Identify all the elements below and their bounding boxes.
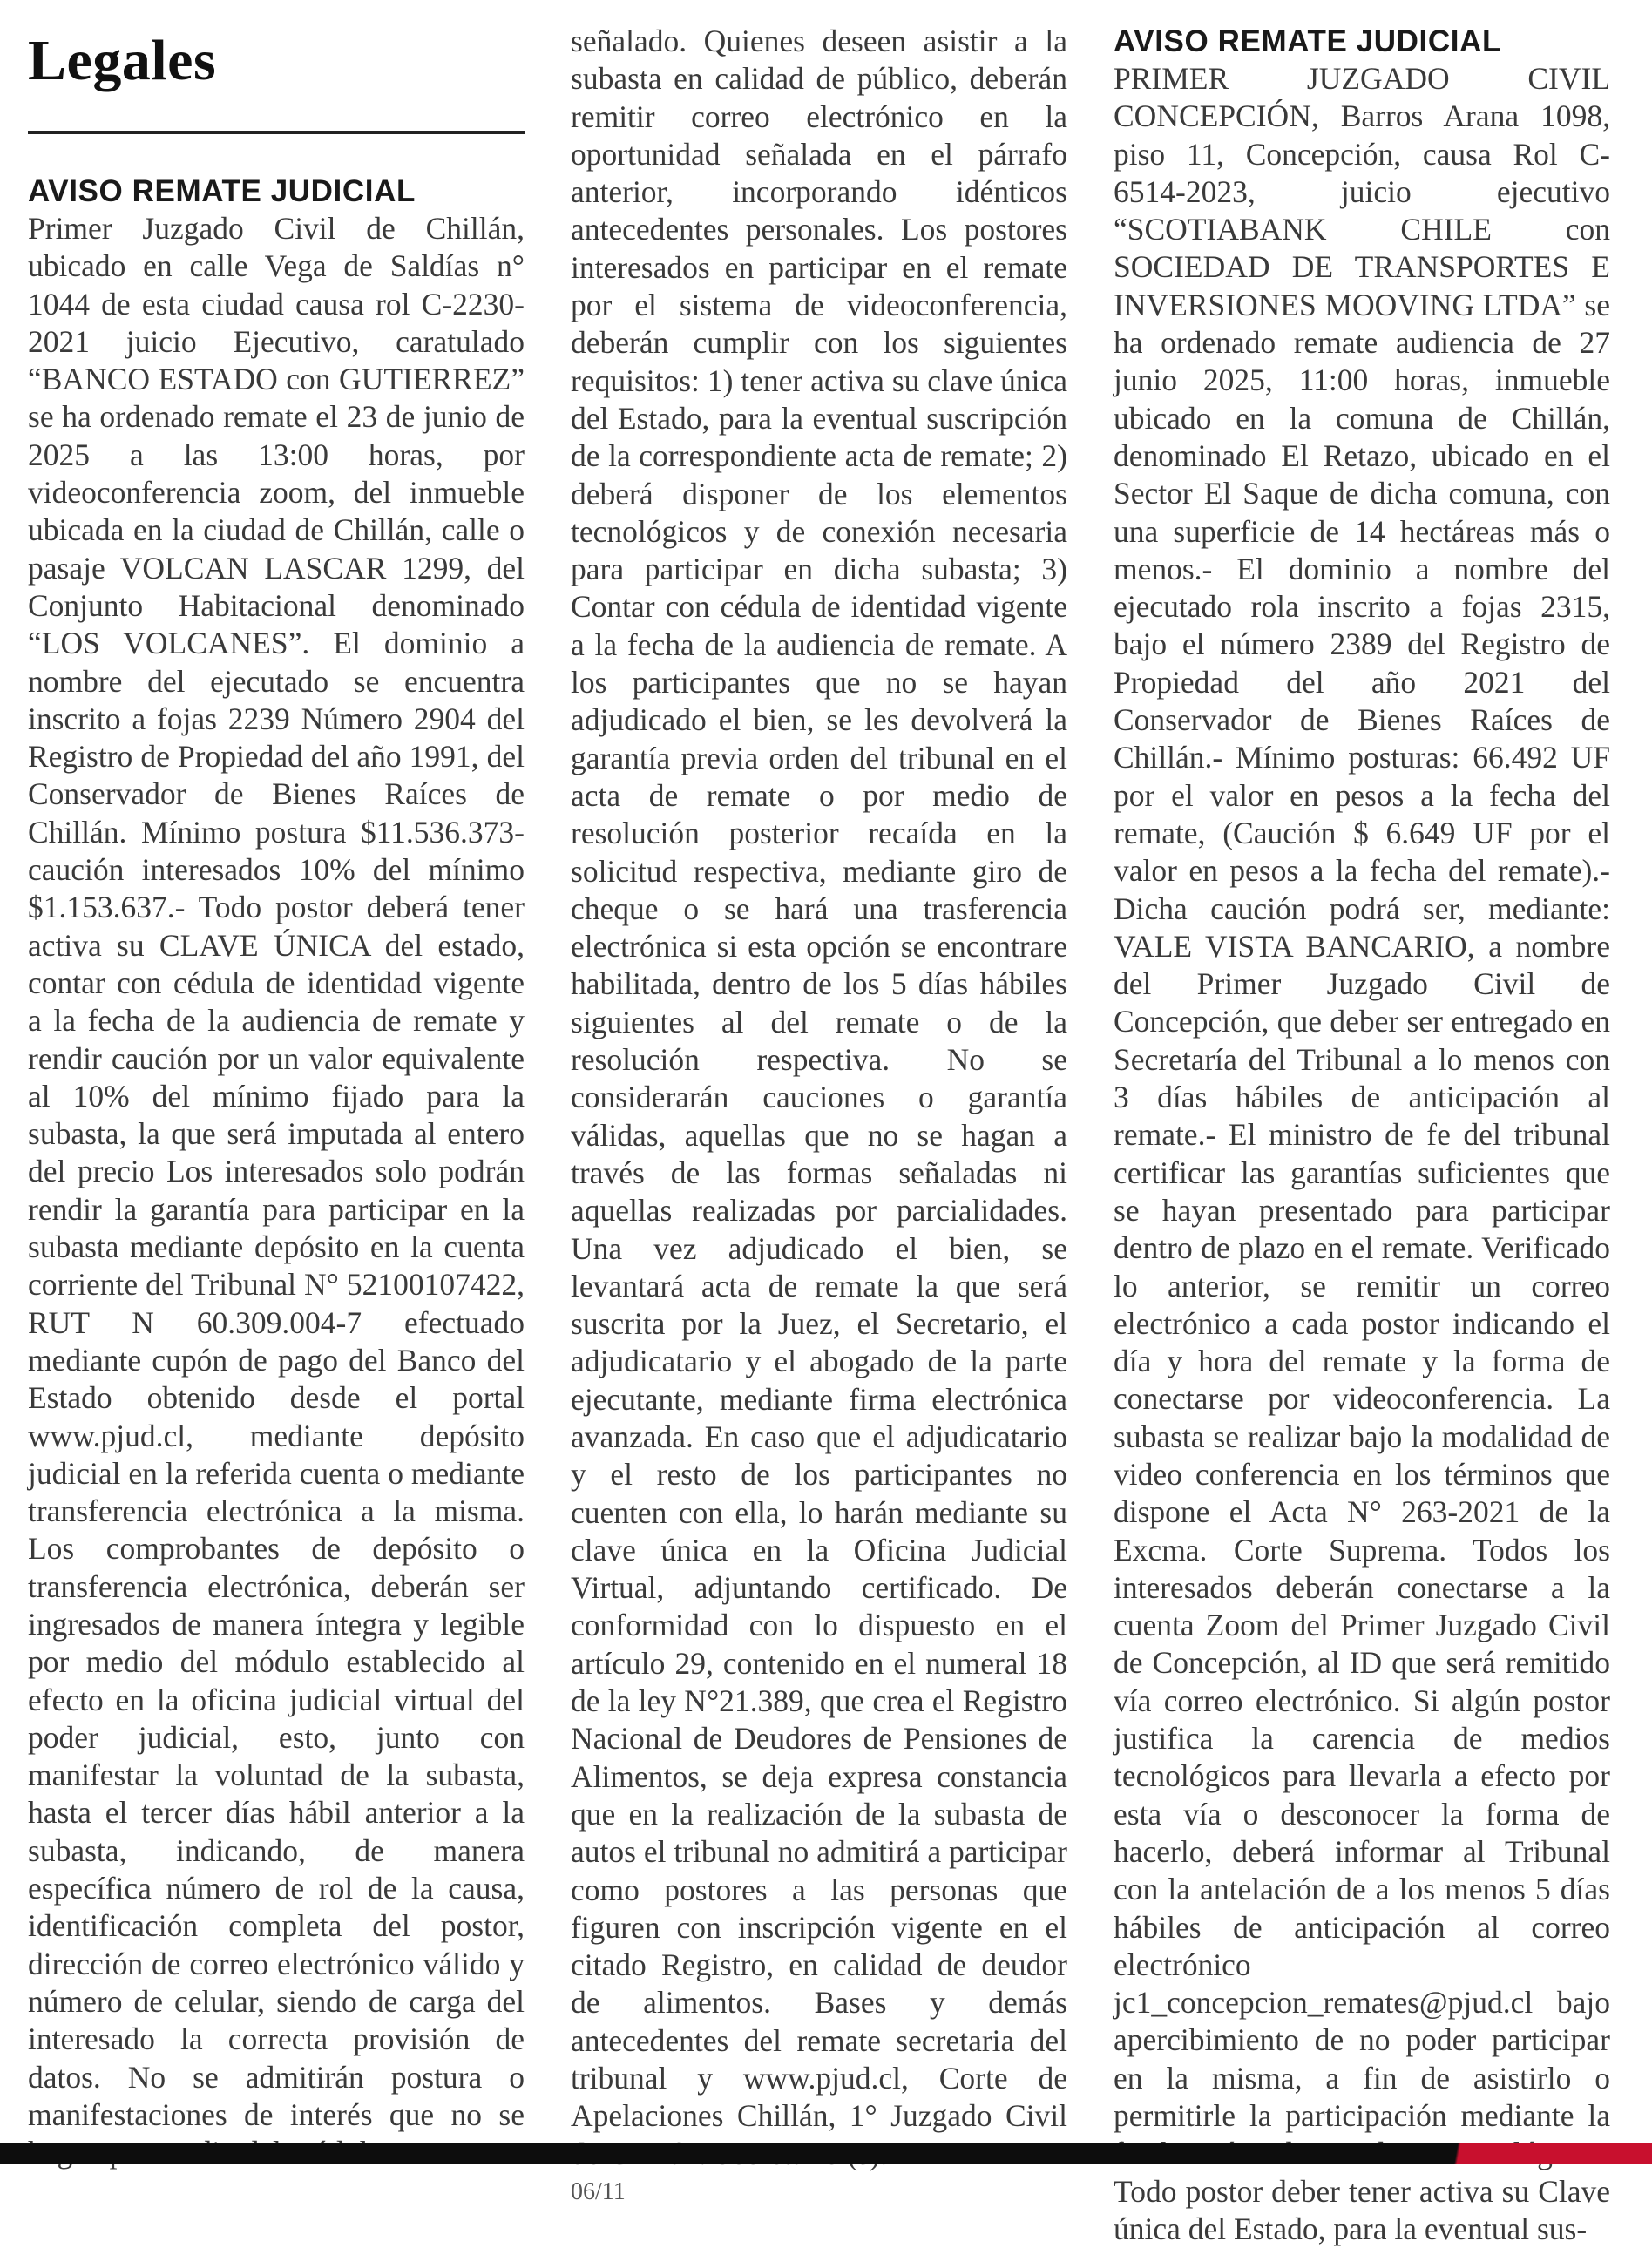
notice-1-date: 06/11: [571, 2177, 626, 2205]
section-divider: [28, 131, 525, 134]
footer-accent: [1373, 2143, 1652, 2164]
notice-1-heading: AVISO REMATE JUDICIAL: [28, 174, 416, 208]
column-2: [571, 23, 1067, 2210]
notice-1-text: Primer Juzgado Civil de Chillán, ubicado en calle Vega de Saldías n° 1044 de esta ciudad causa rol C-2230-2021 juicio Ejecutivo, caratulado “BANCO ESTADO con GUTIERREZ” se ha ordenado remate el 23 de junio de 2025 a las 13:00 horas, por videoconferencia zoom, del inmueble ubicada en la ciudad de Chillán, calle o pasaje VOLCAN LASCAR 1299, del Conjunto Habitacional denominado “LOS VOLCANES”. El dominio a nombre del ejecutado se encuentra inscrito a fojas 2239 Número 2904 del Registro de Propiedad del año 1991, del Conservador de Bienes Raíces de Chillán. Mínimo postura $11.536.373- caución interesados 10% del mínimo $1.153.637.- Todo postor deberá tener activa su CLAVE ÚNICA del estado, contar con cédula de identidad vigente a la fecha de la audiencia de remate y rendir caución por un valor equivalente al 10% del mínimo fijado para la subasta, la que será imputada al entero del precio Los interesados solo podrán rendir la garantía para participar en la subasta mediante depósito en la cuenta corriente del Tribunal N° 52100107422, RUT N 60.309.004-7 efectuado mediante cupón de pago del Banco del Estado obtenido desde el portal www.pjud.cl, mediante depósito judicial en la referida cuenta o mediante transferencia electrónica a la misma. Los comprobantes de depósito o transferencia electrónica, deberán ser ingresados de manera íntegra y legible por medio del módulo establecido al efecto en la oficina judicial virtual del poder judicial, esto, junto con manifestar la voluntad de la subasta, hasta el tercer días hábil anterior a la subasta, indicando, de manera específica número de rol de la causa, identificación completa del postor, dirección de correo electrónico válido y número de celular, siendo de carga del interesado la correcta provisión de datos. No se admitirán postura o manifestaciones de interés que no se: [28, 211, 525, 2132]
notice-1-continuation-text: señalado. Quienes deseen asistir a la subasta en calidad de público, deberán remitir correo electrónico en la oportunidad señalada en el párrafo anterior, incorporando idénticos antecedentes personales. Los postores interesados en participar en el remate por el sistema de videoconferencia, deberán cumplir con los siguientes requisitos: 1) tener activa su clave única del Estado, para la eventual suscripción de la correspondiente acta de remate; 2) deberá disponer de los elementos tecnológicos y de conexión necesaria para participar en dicha subasta; 3) Contar con cédula de identidad vigente a la fecha de la audiencia de remate. A los participantes que no se hayan adjudicado el bien, se les devolverá la garantía previa orden del tribunal en el acta de remate o por medio de resolución posterior recaída en la solicitud respectiva, mediante giro de cheque o se hará una trasferencia electrónica si esta opción se encontrare habilitada, dentro de los 5 días hábiles siguientes al del remate o de la resolución respectiva. No se considerarán cauciones o garantía válidas, aquellas que no se hagan a través de las formas señaladas ni aquellas realizadas por parcialidades. Una vez adjudicado el bien, se levantará acta de remate la que será suscrita por la Juez, el Secretario, el adjudicatario y el abogado de la parte ejecutante, mediante firma electrónica avanzada. En caso que el adjudicatario y el resto de los participantes no cuenten con ella, lo harán mediante su clave única en la Oficina Judicial Virtual, adjuntando certificado. De conformidad con lo dispuesto en el artículo 29, contenido en el numeral 18 de la ley N°21.389, que crea el Registro Nacional de Deudores de Pensiones de Alimentos, se deja expresa constancia que en la realización de la subasta de autos el tribunal no admitirá a participar como postores a las personas que figuren con inscripción vigente en el citado Registro, en calidad de deudor de alimentos. Bases y demás antecedentes del remate secretaria del tribunal y www.pjud.cl, Corte de Apelaciones Chillán, 1° Juzgado Civil: [571, 24, 1067, 2134]
notice-2-text: PRIMER JUZGADO CIVIL CONCEPCIÓN, Barros Arana 1098, piso 11, Concepción, causa Rol C-6514-2023, juicio ejecutivo “SCOTIABANK CHILE con SOCIEDAD DE TRANSPORTES E INVERSIONES MOOVING LTDA” se ha ordenado remate audiencia de 27 junio 2025, 11:00 horas, inmueble ubicado en la comuna de Chillán, denominado El Retazo, ubicado en el Sector El Saque de dicha comuna, con una superficie de 14 hectáreas más o menos.- El dominio a nombre del ejecutado rola inscrito a fojas 2315, bajo el número 2389 del Registro de Propiedad del año 2021 del Conservador de Bienes Raíces de Chillán.- Mínimo posturas: 66.492 UF por el valor en pesos a la fecha del remate, (Caución $ 6.649 UF por el valor en pesos a la fecha del remate).- Dicha caución podrá ser, mediante: VALE VISTA BANCARIO, a nombre del Primer Juzgado Civil de Concepción, que deber ser entregado en Secretaría del Tribunal a lo menos con 3 días hábiles de anticipación al remate.- El ministro de fe del tribunal certificar las garantías suficientes que se hayan presentado para participar dentro de plazo en el remate. Verificado lo anterior, se remitir un correo electrónico a cada postor indicando el día y hora del remate y la forma de conectarse por videoconferencia. La subasta se realizar bajo la modalidad de video conferencia en los términos que dispone el Acta N° 263-2021 de la Excma. Corte Suprema. Todos los interesados deberán conectarse a la cuenta Zoom del Primer Juzgado Civil de Concepción, al ID que será remitido vía correo electrónico. Si algún postor justifica la carencia de medios tecnológicos para llevarla a efecto por esta vía o desconocer la forma de hacerlo, deberá informar al Tribunal con la antelación de a los menos 5 días hábiles de anticipación al correo electrónico jc1_concepcion_remates@pjud.cl bajo apercibimiento de no poder participar en la misma, a fin de asistirlo o permitirle la participación mediante la Todo postor deber tener activa su Clave única del Estado, para la eventual sus-: [1114, 61, 1610, 2246]
notice-1-body: [28, 210, 525, 2171]
notice-2-body: [1114, 60, 1610, 2248]
column-3: [1114, 23, 1610, 2248]
column-1: [28, 26, 525, 2171]
section-title: Legales: [28, 29, 217, 92]
notice-2-heading: AVISO REMATE JUDICIAL: [1114, 24, 1501, 58]
notice-1-continuation: [571, 23, 1067, 2173]
